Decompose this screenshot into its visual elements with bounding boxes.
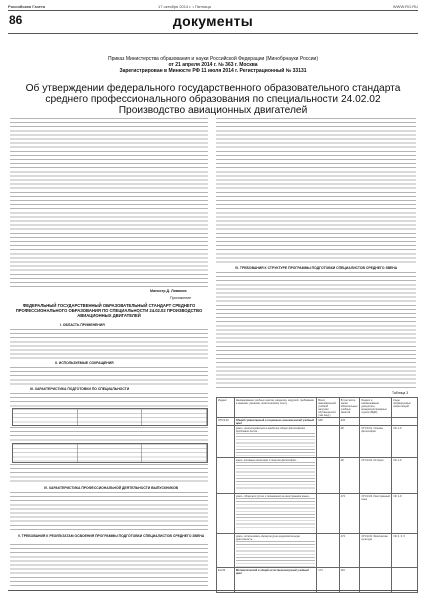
header-content: Наименование учебных циклов, разделов, модулей, требования к знаниям, умениям, практическому опыту: [234, 398, 316, 418]
section-heading-1: I. ОБЛАСТЬ ПРИМЕНЕНИЯ: [60, 323, 105, 327]
cell-competence: ОК 1-9: [392, 458, 418, 494]
cell-total: 174: [317, 568, 339, 593]
cell-competence: [392, 418, 418, 426]
order-body-text: [10, 118, 208, 288]
cell-total: [317, 458, 339, 494]
table-row: [217, 426, 418, 458]
cell-content: [234, 458, 316, 494]
section-heading-2: II. ИСПОЛЬЗУЕМЫЕ СОКРАЩЕНИЯ: [55, 361, 114, 365]
cell-mandatory: 48: [339, 426, 360, 458]
cell-content: [234, 426, 316, 458]
section-3-text-cont: [10, 427, 208, 441]
table-1: [12, 408, 208, 426]
cell-discipline: ОГСЭ.01. Основы философии: [360, 426, 392, 458]
header-index: Индекс: [217, 398, 235, 418]
cell-content-text: знать: основные категории и понятия философии...: [235, 458, 298, 462]
order-issuer: Приказ Министерства образования и науки Российской Федерации (Минобрнауки России): [107, 56, 319, 62]
website-link[interactable]: WWW.RG.RU: [392, 4, 418, 9]
right-column-text: [216, 118, 416, 264]
table-caption: Таблица 3: [392, 391, 409, 395]
cell-index: [217, 426, 235, 458]
cell-index: [217, 458, 235, 494]
section-2-text: [10, 367, 208, 385]
cell-mandatory: 48: [339, 458, 360, 494]
cell-mandatory: 172: [339, 534, 360, 568]
cell-discipline: [360, 418, 392, 426]
section-title: документы: [172, 13, 254, 29]
cell-content-text: уметь: общаться (устно и письменно) на иностранном языке...: [235, 494, 311, 498]
section-4-text: [10, 492, 208, 532]
order-headline: Об утверждении федерального государственного образовательного стандарта среднего профессионального образования по специальности 24.02.02 Производство авиационных двигателей: [25, 83, 401, 116]
cell-total: [317, 494, 339, 534]
header-competence: Коды формируемых компетенций: [392, 398, 418, 418]
cell-index: [217, 534, 235, 568]
header-discipline: Индекс и наименование дисциплин, междисциплинарных курсов (МДК): [360, 398, 392, 418]
section-heading-4: IV. ХАРАКТЕРИСТИКА ПРОФЕССИОНАЛЬНОЙ ДЕЯТЕЛЬНОСТИ ВЫПУСКНИКОВ: [43, 486, 179, 490]
table-row: [217, 568, 418, 593]
standard-title: ФЕДЕРАЛЬНЫЙ ГОСУДАРСТВЕННЫЙ ОБРАЗОВАТЕЛЬНЫЙ СТАНДАРТ СРЕДНЕГО ПРОФЕССИОНАЛЬНОГО ОБРАЗОВАНИЯ ПО СПЕЦИАЛЬНОСТИ 24.02.02 ПРОИЗВОДСТВО АВИАЦИОННЫХ ДВИГАТЕЛЕЙ: [15, 303, 203, 318]
newspaper-name: Российская Газета: [8, 4, 46, 9]
section-1-text: [10, 329, 208, 359]
cell-competence: ОК 2, 3, 6: [392, 534, 418, 568]
cell-total: [317, 426, 339, 458]
cell-discipline: [360, 568, 392, 593]
cell-mandatory: 432: [339, 418, 360, 426]
signature: Министр Д. Ливанов: [150, 289, 187, 293]
order-registration: Зарегистрирован в Минюсте РФ 11 июля 2014 г. Регистрационный № 33131: [119, 68, 307, 74]
header-total: Всего максимальной учебной нагрузки обучающегося (час./нед.): [317, 398, 339, 418]
cell-mandatory: 172: [339, 494, 360, 534]
section-5-text: [10, 544, 208, 588]
page-number: 86: [9, 13, 23, 27]
cell-total: 648: [317, 418, 339, 426]
cell-content: Математический и общий естественнонаучный учебный цикл: [234, 568, 316, 593]
table-2: [12, 443, 208, 463]
cell-mandatory: 116: [339, 568, 360, 593]
order-date: от 21 апреля 2014 г. № 363 г. Москва: [168, 62, 258, 68]
cell-content-text: уметь: использовать физкультурно-оздоровительную деятельность...: [235, 534, 300, 541]
cell-index: ОГСЭ.00: [217, 418, 235, 426]
section-6-text: [216, 272, 416, 390]
cell-content: [234, 534, 316, 568]
cell-competence: ОК 1-9: [392, 426, 418, 458]
table-row: [217, 418, 418, 426]
cell-content-text: уметь: ориентироваться в наиболее общих философских проблемах бытия...: [235, 426, 306, 433]
cell-discipline: ОГСЭ.03. Иностранный язык: [360, 494, 392, 534]
cell-content: [234, 494, 316, 534]
cell-index: [217, 494, 235, 534]
cell-content: Общий гуманитарный и социально-экономический учебный цикл: [234, 418, 316, 426]
cell-index: ЕН.00: [217, 568, 235, 593]
footer-rule: [8, 590, 418, 591]
cell-total: [317, 534, 339, 568]
section-rule: [8, 33, 418, 34]
cell-discipline: ОГСЭ.04. Физическая культура: [360, 534, 392, 568]
cell-discipline: ОГСЭ.02. История: [360, 458, 392, 494]
section-heading-5: V. ТРЕБОВАНИЯ К РЕЗУЛЬТАТАМ ОСВОЕНИЯ ПРОГРАММЫ ПОДГОТОВКИ СПЕЦИАЛИСТОВ СРЕДНЕГО ЗВЕНА: [17, 534, 205, 538]
section-heading-3: III. ХАРАКТЕРИСТИКА ПОДГОТОВКИ ПО СПЕЦИАЛЬНОСТИ: [30, 387, 130, 391]
header-mandatory: В том числе часов обязательных учебных занятий: [339, 398, 360, 418]
appendix-label: Приложение: [170, 296, 192, 300]
cell-competence: [392, 568, 418, 593]
table-row: [217, 534, 418, 568]
issue-date: 17 октября 2014 г. • Пятница: [158, 4, 211, 9]
curriculum-table: [216, 397, 418, 593]
table-row: [217, 494, 418, 534]
text-lines: [10, 118, 208, 288]
header-rule: [8, 10, 418, 11]
table-row: [217, 458, 418, 494]
section-3-text-end: [10, 464, 208, 484]
table-header-row: [217, 398, 418, 418]
section-3-text: [10, 393, 208, 407]
cell-competence: ОК 1-9: [392, 494, 418, 534]
section-heading-6: VI. ТРЕБОВАНИЯ К СТРУКТУРЕ ПРОГРАММЫ ПОДГОТОВКИ СПЕЦИАЛИСТОВ СРЕДНЕГО ЗВЕНА: [234, 266, 398, 270]
